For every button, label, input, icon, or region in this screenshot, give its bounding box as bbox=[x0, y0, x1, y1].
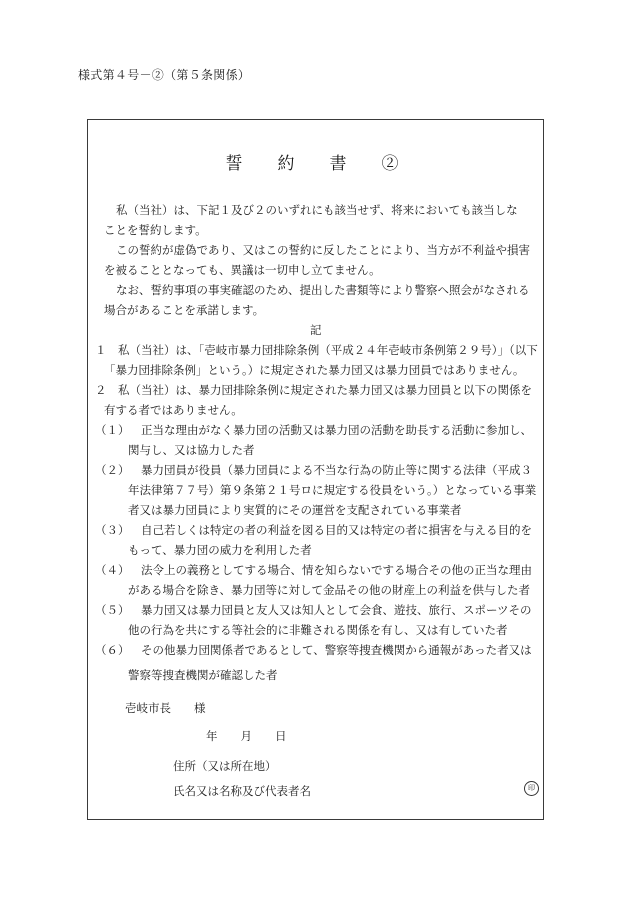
subitem-line: 年法律第７７号）第９条第２１号ロに規定する役員をいう。）となっている事業 bbox=[128, 483, 537, 497]
item-1-line: 「暴力団排除条例」という。）に規定された暴力団又は暴力団員ではありません。 bbox=[104, 363, 525, 377]
preamble-line: を被ることとなっても、異議は一切申し立てません。 bbox=[104, 263, 381, 277]
subitem-line: がある場合を除き、暴力団等に対して金品その他の財産上の利益を供与した者 bbox=[128, 583, 531, 597]
preamble-line: 場合があることを承諾します。 bbox=[104, 303, 265, 317]
subitem-number: （２） bbox=[95, 463, 130, 477]
subitem-line: もって、暴力団の威力を利用した者 bbox=[128, 543, 312, 557]
preamble-line: この誓約が虚偽であり、又はこの誓約に反したことにより、当方が不利益や損害 bbox=[116, 243, 530, 257]
addressee: 壱岐市長 様 bbox=[125, 701, 206, 715]
ki-heading: 記 bbox=[310, 323, 322, 337]
subitem-number: （６） bbox=[95, 643, 130, 657]
subitem-line: 関与し、又は協力した者 bbox=[128, 443, 255, 457]
subitem-number: （１） bbox=[95, 423, 130, 437]
seal-icon: 印 bbox=[524, 781, 539, 796]
subitem-line: 警察等捜査機関が確認した者 bbox=[128, 668, 278, 682]
preamble-line: なお、誓約事項の事実確認のため、提出した書類等により警察へ照会がなされる bbox=[116, 283, 530, 297]
name-label: 氏名又は名称及び代表者名 bbox=[173, 784, 311, 798]
item-1-line: １ 私（当社）は、「壱岐市暴力団排除条例（平成２４年壱岐市条例第２９号）」（以下 bbox=[95, 343, 538, 357]
subitem-line: 者又は暴力団員により実質的にその運営を支配されている事業者 bbox=[128, 503, 462, 517]
address-label: 住所（又は所在地） bbox=[173, 759, 277, 773]
subitem-line: 暴力団又は暴力団員と友人又は知人として会食、遊技、旅行、スポーツその bbox=[141, 603, 532, 617]
subitem-line: その他暴力団関係者であるとして、警察等捜査機関から通報があった者又は bbox=[141, 643, 532, 657]
preamble-line: ことを誓約します。 bbox=[104, 223, 207, 237]
subitem-line: 暴力団員が役員（暴力団員による不当な行為の防止等に関する法律（平成３ bbox=[141, 463, 532, 477]
subitem-number: （５） bbox=[95, 603, 130, 617]
preamble-line: 私（当社）は、下記１及び２のいずれにも該当せず、将来においても該当しな bbox=[116, 203, 518, 217]
document-title: 誓 約 書 ② bbox=[225, 154, 408, 174]
item-2-line: 有する者ではありません。 bbox=[104, 403, 243, 417]
subitem-number: （３） bbox=[95, 523, 130, 537]
pledge-document bbox=[87, 119, 544, 820]
subitem-line: 他の行為を共にする等社会的に非難される関係を有し、又は有していた者 bbox=[128, 623, 508, 637]
subitem-number: （４） bbox=[95, 563, 130, 577]
form-number: 様式第４号－②（第５条関係） bbox=[78, 68, 251, 82]
subitem-line: 法令上の義務としてする場合、情を知らないでする場合その他の正当な理由 bbox=[141, 563, 532, 577]
date-line: 年 月 日 bbox=[206, 729, 287, 743]
subitem-line: 自己若しくは特定の者の利益を図る目的又は特定の者に損害を与える目的を bbox=[141, 523, 532, 537]
subitem-line: 正当な理由がなく暴力団の活動又は暴力団の活動を助長する活動に参加し、 bbox=[141, 423, 532, 437]
item-2-line: ２ 私（当社）は、暴力団排除条例に規定された暴力団又は暴力団員と以下の関係を bbox=[95, 383, 532, 397]
